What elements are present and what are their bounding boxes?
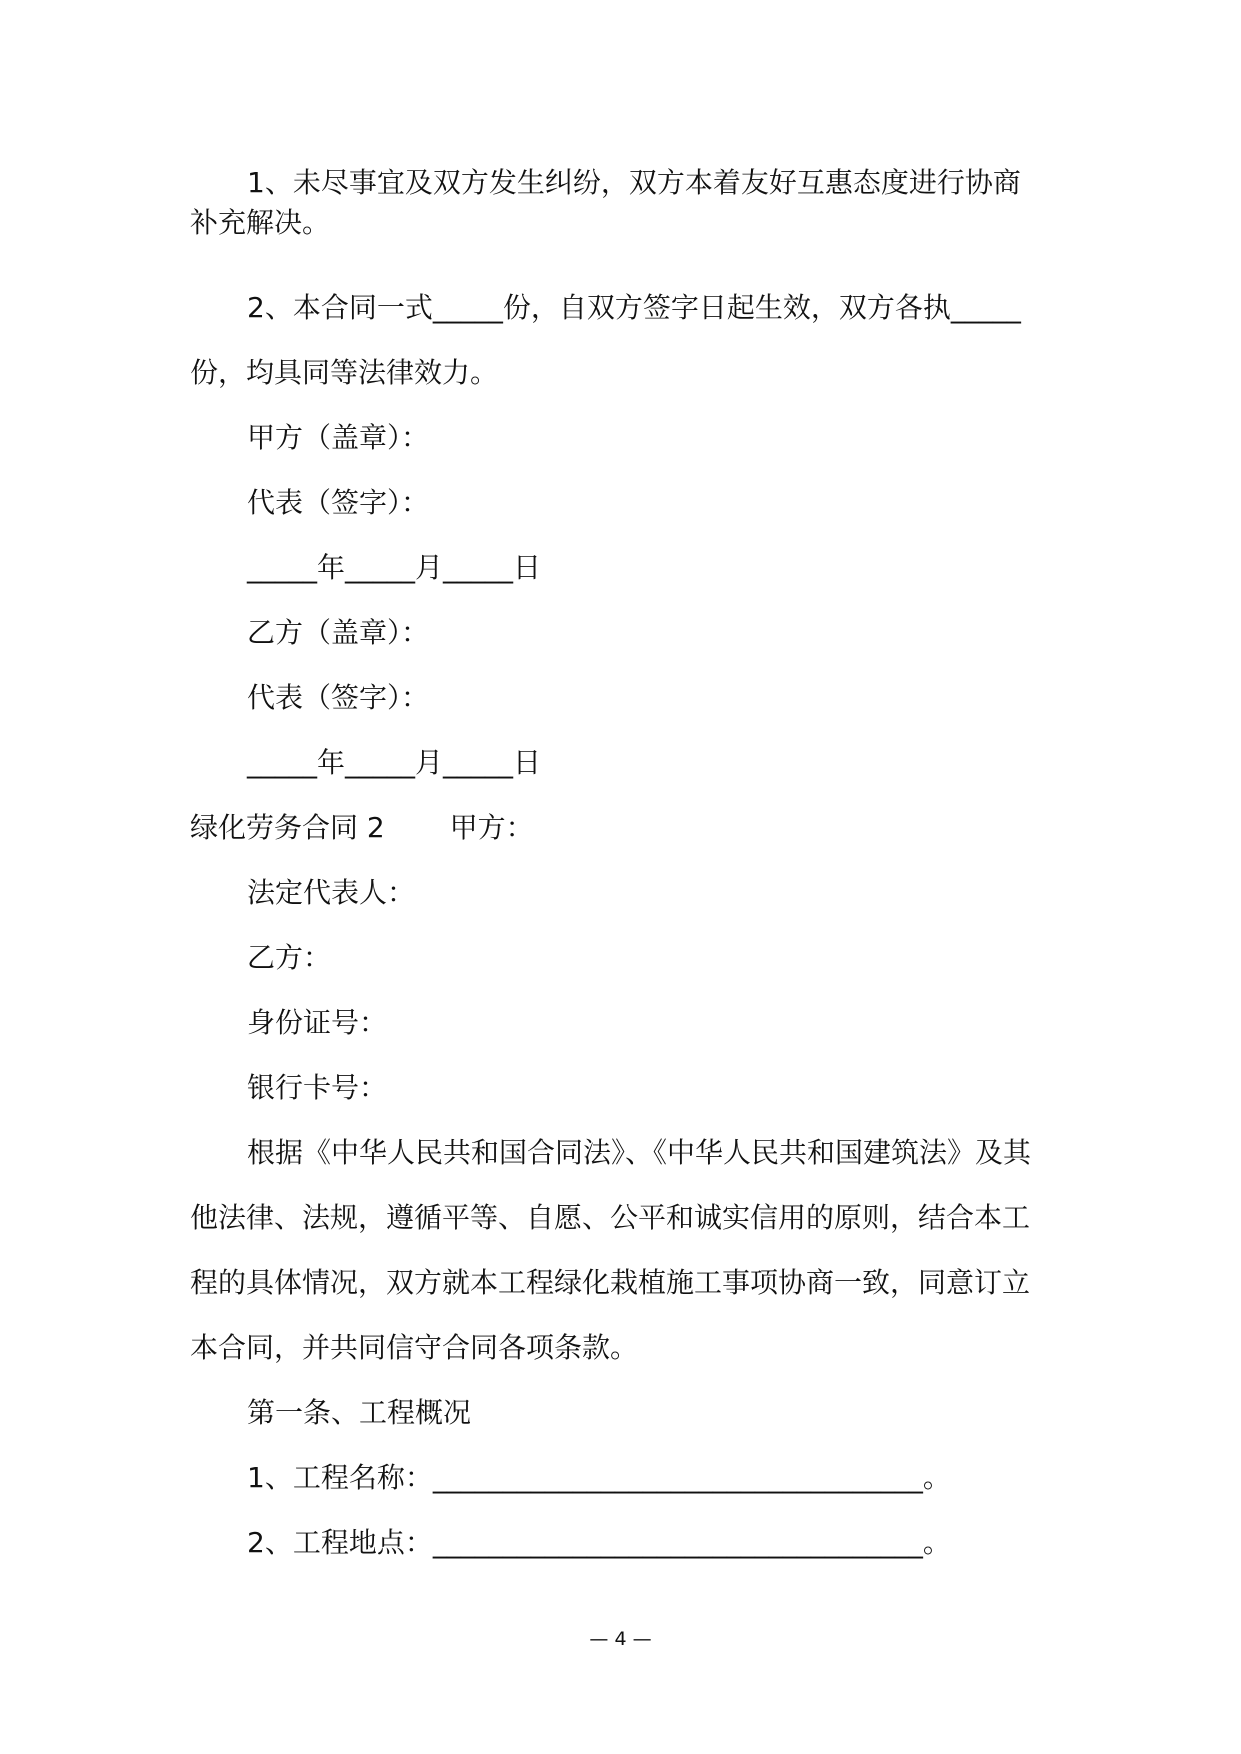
clause-2-line-1: 2、本合同一式_____份，自双方签字日起生效，双方各执_____: [247, 291, 1021, 324]
party-b-seal-label: 乙方（盖章）：: [247, 616, 430, 649]
legal-representative-label: 法定代表人：: [247, 876, 416, 909]
page-number: — 4 —: [589, 1628, 652, 1650]
party-a-date-line: _____年_____月_____日: [247, 551, 542, 584]
preamble-line-4: 本合同，并共同信守合同各项条款。: [190, 1331, 639, 1364]
contract-2-title-line: 绿化劳务合同 2 甲方：: [190, 811, 534, 844]
party-b-representative-label: 代表（签字）：: [247, 681, 430, 714]
article-1-heading: 第一条、工程概况: [247, 1396, 472, 1429]
project-name-line: 1、工程名称：___________________________________。: [247, 1461, 951, 1494]
preamble-line-2: 他法律、法规，遵循平等、自愿、公平和诚实信用的原则，结合本工: [190, 1201, 1031, 1234]
party-b-label: 乙方：: [247, 941, 332, 974]
clause-1-line-2: 补充解决。: [190, 206, 331, 239]
project-location-line: 2、工程地点：___________________________________。: [247, 1526, 951, 1559]
id-number-label: 身份证号：: [247, 1006, 388, 1039]
clause-1-line-1: 1、未尽事宜及双方发生纠纷，双方本着友好互惠态度进行协商: [247, 166, 1021, 199]
bank-card-label: 银行卡号：: [247, 1071, 388, 1104]
clause-2-line-2: 份，均具同等法律效力。: [190, 356, 499, 389]
party-a-representative-label: 代表（签字）：: [247, 486, 430, 519]
preamble-line-1: 根据《中华人民共和国合同法》、《中华人民共和国建筑法》及其: [247, 1136, 1032, 1169]
party-b-date-line: _____年_____月_____日: [247, 746, 542, 779]
party-a-seal-label: 甲方（盖章）：: [247, 421, 430, 454]
preamble-line-3: 程的具体情况，双方就本工程绿化栽植施工事项协商一致，同意订立: [190, 1266, 1031, 1299]
